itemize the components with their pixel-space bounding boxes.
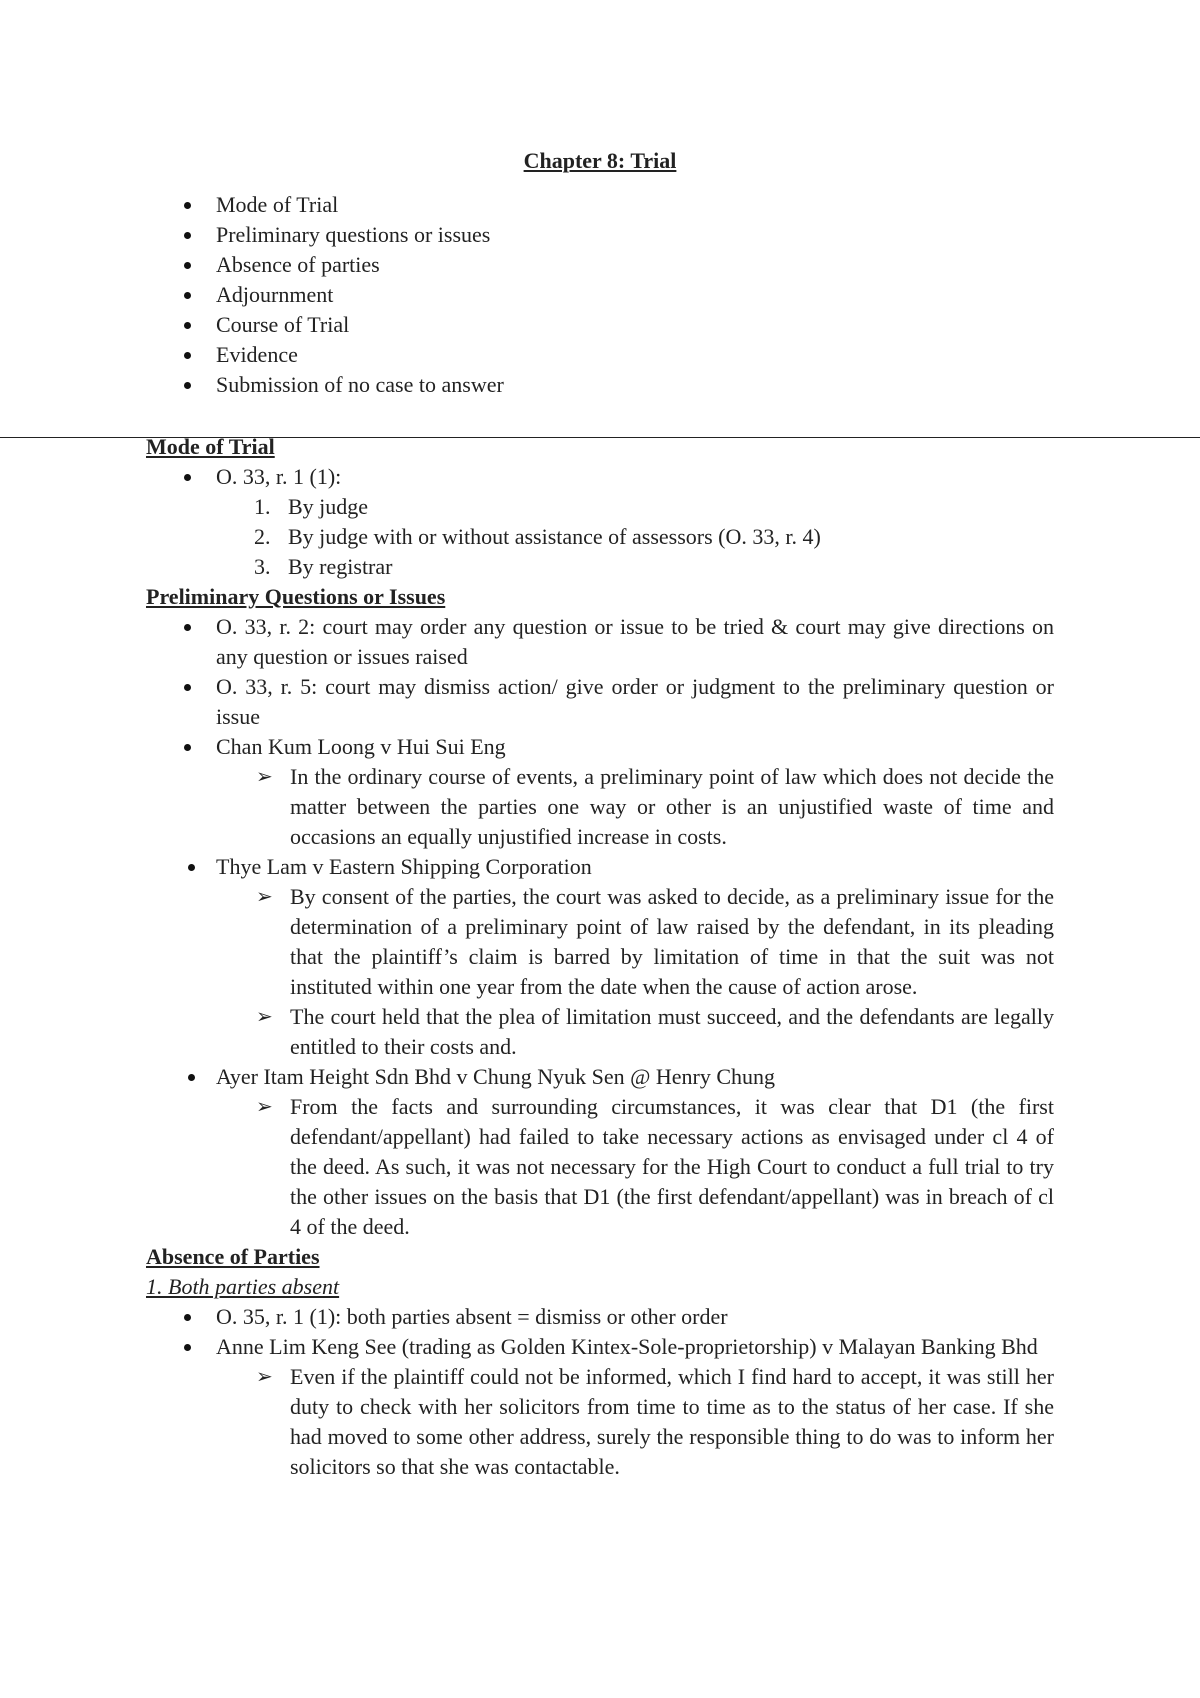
section-heading-preliminary: Preliminary Questions or Issues — [146, 584, 446, 609]
bullet-item: O. 33, r. 2: court may order any question or issue to be tried & court may give directions on any question or issues raised — [146, 612, 1054, 672]
bullet-icon — [184, 352, 191, 359]
arrow-bullet-icon: ➢ — [256, 766, 273, 788]
bullet-item: O. 33, r. 1 (1): — [146, 462, 1054, 492]
bullet-icon — [184, 202, 191, 209]
document-body — [146, 432, 1054, 1482]
case-name-item: Thye Lam v Eastern Shipping Corporation — [146, 852, 1054, 882]
bullet-item: O. 33, r. 5: court may dismiss action/ give order or judgment to the preliminary question or issue — [146, 672, 1054, 732]
case-name-item: Chan Kum Loong v Hui Sui Eng — [146, 732, 1054, 762]
toc-item: Absence of parties — [216, 250, 504, 280]
bullet-icon — [184, 232, 191, 239]
bullet-icon — [184, 262, 191, 269]
bullet-icon — [184, 624, 191, 631]
bullet-icon — [184, 684, 191, 691]
case-name-item: Ayer Itam Height Sdn Bhd v Chung Nyuk Sen @ Henry Chung — [146, 1062, 1054, 1092]
numbered-item: 3. By registrar — [254, 554, 393, 579]
subsection-heading: 1. Both parties absent — [146, 1274, 340, 1299]
toc-item: Evidence — [216, 340, 504, 370]
arrow-point: ➢ By consent of the parties, the court was asked to decide, as a preliminary issue for the determination of a preliminary point of law raised by the defendant, in its pleading that the plaintiff’s claim is barred by limitation of time in that the suit was not instituted within one year from the date when the cause of action arose. — [256, 884, 1054, 999]
bullet-icon — [184, 382, 191, 389]
arrow-bullet-icon: ➢ — [256, 886, 273, 908]
numbered-item: 1. By judge — [254, 494, 369, 519]
arrow-bullet-icon: ➢ — [256, 1096, 273, 1118]
section-heading-mode-of-trial: Mode of Trial — [146, 434, 275, 459]
numbered-item: 2. By judge with or without assistance of assessors (O. 33, r. 4) — [254, 524, 821, 549]
toc-item: Adjournment — [216, 280, 504, 310]
case-name-item: Anne Lim Keng See (trading as Golden Kintex-Sole-proprietorship) v Malayan Banking Bhd — [146, 1332, 1054, 1362]
chapter-title: Chapter 8: Trial — [523, 148, 677, 173]
arrow-point: ➢ From the facts and surrounding circumstances, it was clear that D1 (the first defendant/appellant) had failed to take necessary actions as envisaged under cl 4 of the deed. As such, it was not necessary for the High Court to conduct a full trial to try the other issues on the basis that D1 (the first defendant/appellant) was in breach of cl 4 of the deed. — [256, 1094, 1054, 1239]
bullet-icon — [184, 474, 191, 481]
bullet-icon — [184, 1344, 191, 1351]
bullet-icon — [188, 864, 195, 871]
toc-item: Submission of no case to answer — [216, 370, 504, 400]
bullet-icon — [188, 1074, 195, 1081]
arrow-bullet-icon: ➢ — [256, 1006, 273, 1028]
toc-item: Course of Trial — [216, 310, 504, 340]
bullet-icon — [184, 1314, 191, 1321]
arrow-point: ➢ The court held that the plea of limitation must succeed, and the defendants are legally entitled to their costs and. — [256, 1004, 1054, 1059]
section-heading-absence: Absence of Parties — [146, 1244, 320, 1269]
arrow-point: ➢ Even if the plaintiff could not be informed, which I find hard to accept, it was still her duty to check with her solicitors from time to time as to the status of her case. If she had moved to some other address, surely the responsible thing to do was to inform her solicitors so that she was contactable. — [256, 1364, 1054, 1479]
arrow-bullet-icon: ➢ — [256, 1366, 273, 1388]
bullet-icon — [184, 744, 191, 751]
toc-item: Preliminary questions or issues — [216, 220, 504, 250]
bullet-icon — [184, 292, 191, 299]
toc-list — [216, 190, 504, 400]
toc-item: Mode of Trial — [216, 190, 504, 220]
arrow-point: ➢ In the ordinary course of events, a preliminary point of law which does not decide the matter between the parties one way or other is an unjustified waste of time and occasions an equally unjustified increase in costs. — [256, 764, 1054, 849]
bullet-item: O. 35, r. 1 (1): both parties absent = dismiss or other order — [146, 1302, 1054, 1332]
bullet-icon — [184, 322, 191, 329]
